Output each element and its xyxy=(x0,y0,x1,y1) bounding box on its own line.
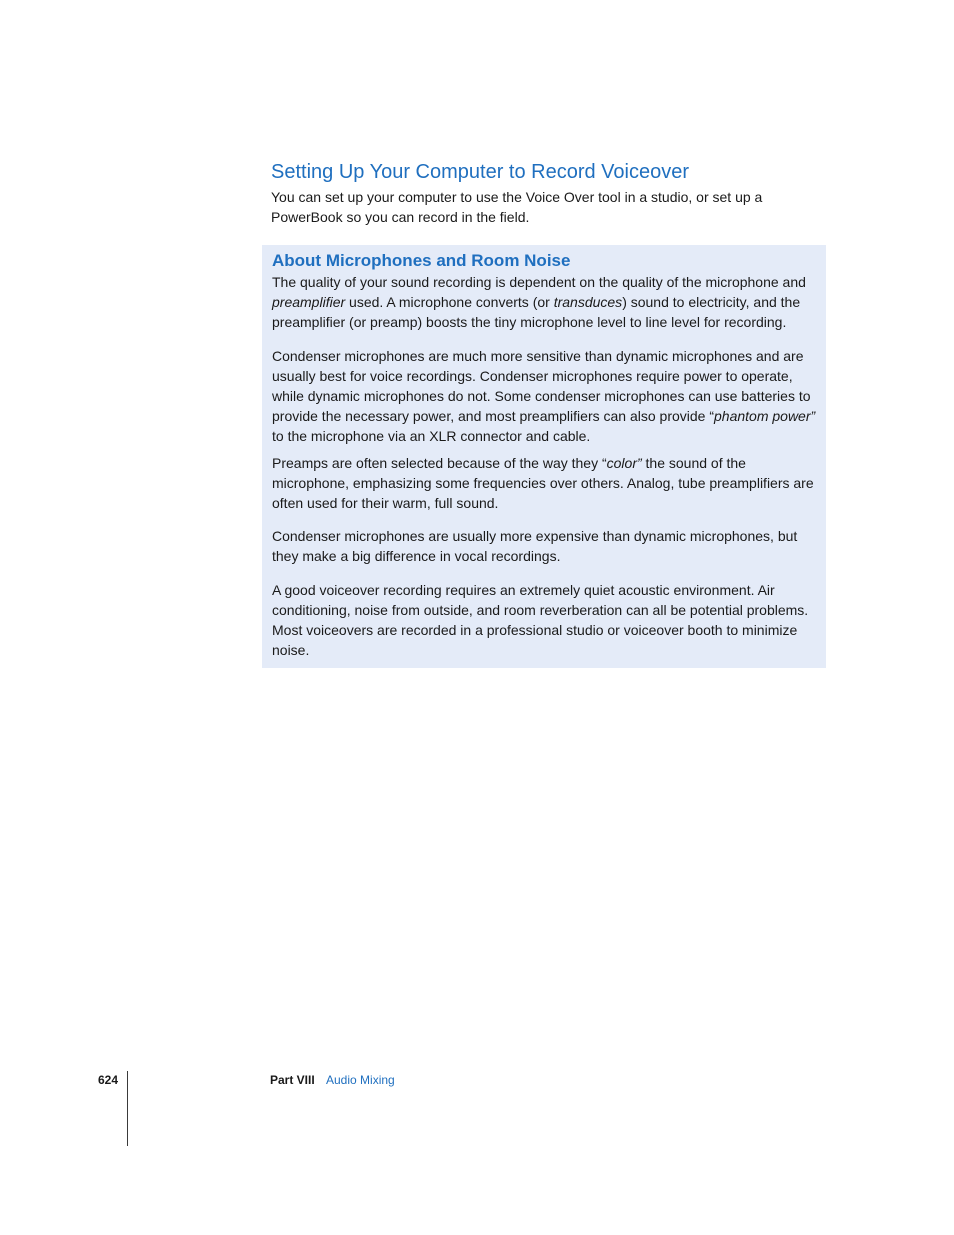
section-title: Setting Up Your Computer to Record Voiceover xyxy=(271,161,690,183)
footer-divider xyxy=(127,1071,128,1146)
sidebar-paragraph-5: A good voiceover recording requires an extremely quiet acoustic environment. Air conditioning, noise from outside, and room reverberation can all be potential problems. Most voiceovers are recorded in a professional studio or voiceover booth to minimize noise. xyxy=(272,581,809,659)
intro-paragraph: You can set up your computer to use the Voice Over tool in a studio, or set up a PowerBook so you can record in the field. xyxy=(271,189,763,225)
text-run: to the microphone via an XLR connector and cable. xyxy=(272,428,591,445)
sidebar-paragraph-2 xyxy=(272,346,818,447)
text-run: Condenser microphones are much more sensitive than dynamic microphones and are usually best for voice recordings. Condenser microphones require power to operate, while dynamic microphones do not. Some condenser microphones can use batteries to provide the necessary power, and most preamplifiers can also provide “ xyxy=(272,347,811,425)
part-name: Audio Mixing xyxy=(326,1073,395,1087)
sidebar-title: About Microphones and Room Noise xyxy=(272,251,571,270)
italic-term-transduces: transduces xyxy=(553,294,623,311)
text-run: used. A microphone converts (or xyxy=(345,294,554,311)
page-number: 624 xyxy=(98,1073,119,1087)
text-run: The quality of your sound recording is dependent on the quality of the microphone and xyxy=(272,274,806,290)
sidebar-box xyxy=(262,245,826,668)
italic-term-preamplifier: preamplifier xyxy=(272,294,346,311)
sidebar-paragraph-3 xyxy=(272,453,818,514)
sidebar-paragraph-1 xyxy=(272,272,818,333)
text-run: ) sound to electricity, and the preamplifier (or preamp) boosts the tiny microphone level to line level for recording. xyxy=(272,294,801,331)
italic-term-phantom-power: phantom power” xyxy=(714,408,816,425)
italic-term-color: color” xyxy=(606,454,642,471)
text-run: the sound of the microphone, emphasizing some frequencies over others. Analog, tube preamplifiers are often used for their warm, full sound. xyxy=(272,454,814,512)
sidebar-paragraph-4: Condenser microphones are usually more expensive than dynamic microphones, but they make a big difference in vocal recordings. xyxy=(272,528,798,565)
text-run: Preamps are often selected because of the way they “ xyxy=(272,454,607,471)
part-label: Part VIII xyxy=(270,1073,315,1087)
